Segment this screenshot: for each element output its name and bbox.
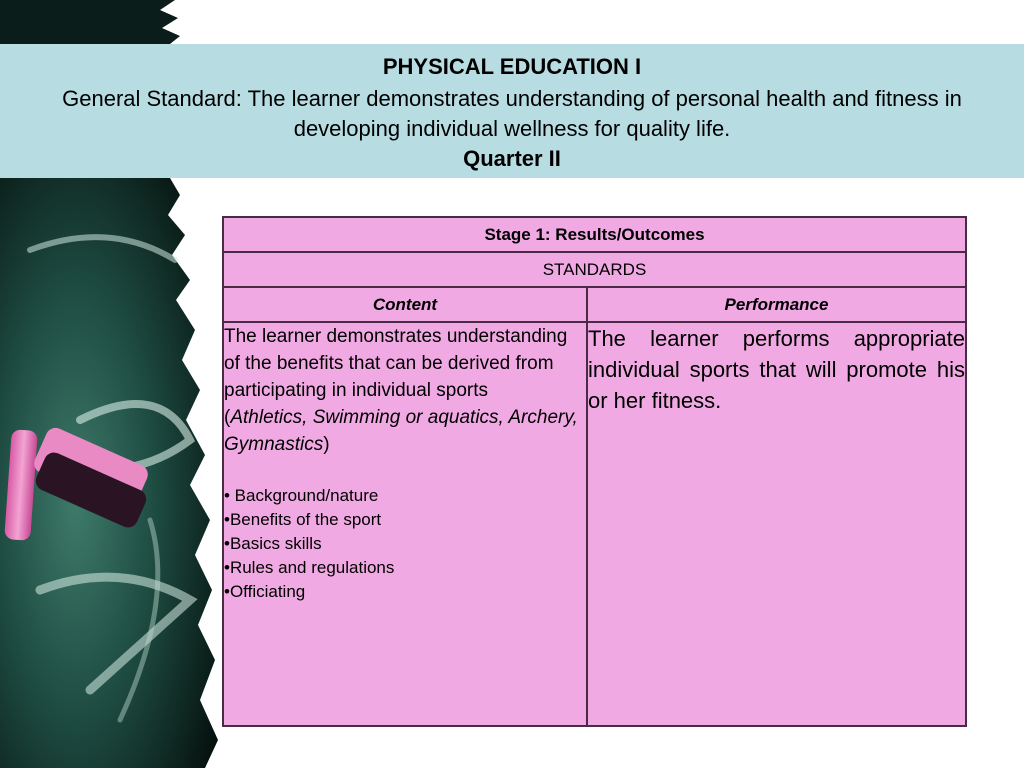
stage-title-cell: Stage 1: Results/Outcomes [223,217,966,252]
content-bullet-list [224,484,586,604]
header-band [0,44,1024,178]
quarter-label: Quarter II [463,146,561,171]
standards-table [222,216,967,727]
content-intro-text: The learner demonstrates understanding of the benefits that can be derived from participating in individual sports [224,326,568,401]
content-standard-cell [223,322,587,726]
standards-header-cell: STANDARDS [223,252,966,287]
list-item: •Basics skills [224,534,322,553]
performance-column-header: Performance [587,287,966,322]
performance-standard-cell: The learner performs appropriate individual sports that will promote his or her fitness. [587,322,966,726]
paren-close: ) [323,434,330,455]
content-column-header: Content [223,287,587,322]
general-standard-text: General Standard: The learner demonstrates understanding of personal health and fitness in developing individual wellness for quality life. [62,86,962,141]
list-item: • Background/nature [224,486,379,505]
paren-open: ( [224,407,231,428]
list-item: •Officiating [224,582,306,601]
list-item: •Benefits of the sport [224,510,382,529]
list-item: •Rules and regulations [224,558,395,577]
content-sports-list: Athletics, Swimming or aquatics, Archery, Gymnastics [224,407,578,455]
page-title: PHYSICAL EDUCATION I [382,54,642,79]
